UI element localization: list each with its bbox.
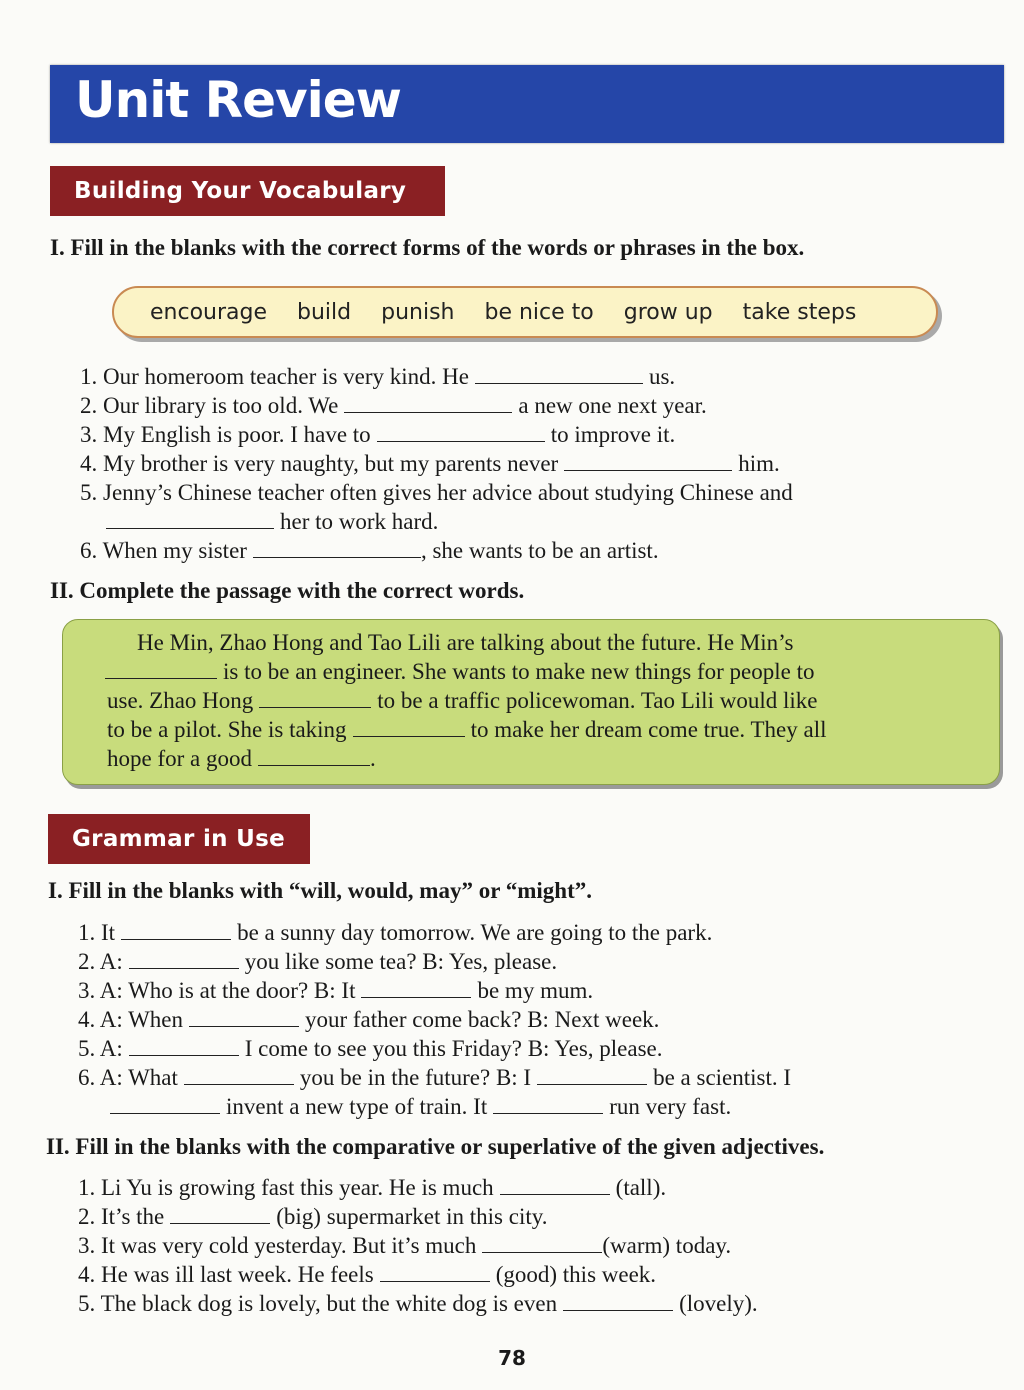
grammar-part2-heading: II. Fill in the blanks with the comparative or superlative of the given adjectives. (46, 1134, 825, 1159)
grammar-part1-heading: I. Fill in the blanks with “will, would, may” or “might”. (48, 878, 592, 903)
exercise-item: 6. A: What you be in the future? B: I be a scientist. I (78, 1065, 792, 1090)
answer-blank[interactable] (184, 1064, 294, 1085)
vocab-part2-heading: II. Complete the passage with the correct words. (50, 578, 525, 603)
exercise-item: 3. A: Who is at the door? B: It be my mum. (78, 978, 594, 1003)
exercise-item: 1. It be a sunny day tomorrow. We are going to the park. (78, 920, 713, 945)
answer-blank[interactable] (105, 658, 217, 679)
passage-box (62, 619, 1000, 785)
answer-blank[interactable] (537, 1064, 647, 1085)
vocabulary-section-tab: Building Your Vocabulary (50, 166, 445, 216)
exercise-item: her to work hard. (104, 507, 438, 536)
exercise-item: invent a new type of train. It run very fast. (108, 1092, 731, 1121)
passage-line: to be a pilot. She is taking to make her dream come true. They all (107, 717, 827, 742)
word-box-item: be nice to (484, 299, 594, 325)
exercise-item: 4. A: When your father come back? B: Next week. (78, 1007, 660, 1032)
answer-blank[interactable] (129, 1035, 239, 1056)
exercise-item: 2. A: you like some tea? B: Yes, please. (78, 949, 558, 974)
exercise-item: 1. Our homeroom teacher is very kind. He us. (80, 364, 676, 389)
answer-blank[interactable] (361, 977, 471, 998)
grammar-section-tab: Grammar in Use (48, 814, 310, 864)
exercise-item: 2. Our library is too old. We a new one next year. (80, 393, 707, 418)
answer-blank[interactable] (121, 919, 231, 940)
answer-blank[interactable] (170, 1203, 270, 1224)
answer-blank[interactable] (500, 1174, 610, 1195)
answer-blank[interactable] (380, 1261, 490, 1282)
answer-blank[interactable] (493, 1093, 603, 1114)
exercise-item: 3. It was very cold yesterday. But it’s much (warm) today. (78, 1233, 732, 1258)
exercise-item: 2. It’s the (big) supermarket in this city. (78, 1204, 548, 1229)
answer-blank[interactable] (563, 1290, 673, 1311)
answer-blank[interactable] (259, 687, 371, 708)
exercise-item: 1. Li Yu is growing fast this year. He is much (tall). (78, 1175, 667, 1200)
exercise-item: 6. When my sister , she wants to be an artist. (80, 538, 659, 563)
answer-blank[interactable] (253, 537, 421, 558)
answer-blank[interactable] (189, 1006, 299, 1027)
answer-blank[interactable] (564, 450, 732, 471)
answer-blank[interactable] (475, 363, 643, 384)
answer-blank[interactable] (129, 948, 239, 969)
answer-blank[interactable] (106, 508, 274, 529)
passage-line: He Min, Zhao Hong and Tao Lili are talking about the future. He Min’s (137, 630, 794, 655)
exercise-item: 5. The black dog is lovely, but the white dog is even (lovely). (78, 1291, 758, 1316)
word-box-item: encourage (150, 299, 268, 325)
word-box-item: build (297, 299, 352, 325)
word-box (112, 286, 938, 338)
exercise-item: 4. He was ill last week. He feels (good) this week. (78, 1262, 657, 1287)
answer-blank[interactable] (482, 1232, 602, 1253)
exercise-item: 5. Jenny’s Chinese teacher often gives her advice about studying Chinese and (80, 480, 793, 505)
page-number: 78 (498, 1346, 526, 1370)
unit-banner (50, 65, 1004, 143)
answer-blank[interactable] (344, 392, 512, 413)
word-box-item: punish (381, 299, 455, 325)
page-title: Unit Review (75, 71, 401, 129)
word-box-item: grow up (623, 299, 713, 325)
answer-blank[interactable] (110, 1093, 220, 1114)
exercise-item: 4. My brother is very naughty, but my parents never him. (80, 451, 780, 476)
vocab-part1-heading: I. Fill in the blanks with the correct forms of the words or phrases in the box. (50, 235, 805, 260)
word-box-item: take steps (742, 299, 857, 325)
answer-blank[interactable] (377, 421, 545, 442)
exercise-item: 3. My English is poor. I have to to improve it. (80, 422, 676, 447)
answer-blank[interactable] (353, 716, 465, 737)
answer-blank[interactable] (258, 745, 370, 766)
exercise-item: 5. A: I come to see you this Friday? B: Yes, please. (78, 1036, 663, 1061)
passage-line: use. Zhao Hong to be a traffic policewoman. Tao Lili would like (107, 688, 818, 713)
passage-line: is to be an engineer. She wants to make new things for people to (103, 657, 814, 686)
passage-line: hope for a good . (107, 746, 376, 771)
